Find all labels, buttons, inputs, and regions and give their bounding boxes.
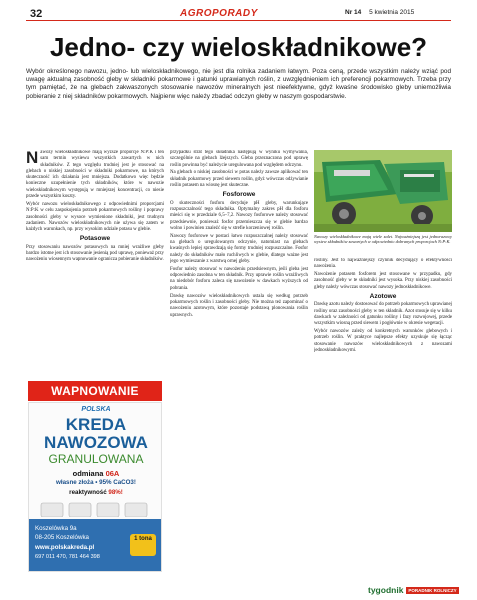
ad-promo-label: reaktywność: [69, 489, 107, 496]
paragraph: Nawożenie potasem fosforem jest stosowane w przypadku, gdy zasobność gleby w te składniki jest wysoka. Przy niskiej zasobności gleby należy wówczas stosować nawozy jednoskładnikowe.: [314, 272, 452, 290]
photo-caption: Nawozy wieloskładnikowe mają wiele zalet. Najważniejszą jest jednorazowy wysiew składników zawartych w odpowiednio dobranych proporcjach N:P:K.: [314, 234, 452, 245]
subheading-nitrogen: Azotowe: [369, 293, 397, 301]
paragraph: Nawozy fosforowe w postaci łatwo rozpuszczalnej należy stosować na glebach o uregulowanym odczynie, natomiast na glebach kwaśnych lepiej sprawdzają się formy trudniej rozpuszczalne. Fosfor należy do składników mało ruchliwych w glebie, dlatego ważne jest jego wymieszanie z warstwą ornej gleby.: [170, 233, 308, 264]
drop-cap: N: [26, 150, 39, 167]
ad-address-line-1: Koszelówka 9a: [35, 525, 77, 532]
paragraph: Nawozy wieloskładnikowe mają wyższe proporcje N:P:K i ten sam termin wysiewu wszystkich zawartych w nich składników. Z tego względu trudniej jest je stosować na glebach o niskiej zasobności w składniki pokarmowe, na których skuteczność ich działania jest mniejsza. Dodatkowo więc będzie konieczne uzupełnienie tych składników, które w nawozie wieloskładnikowym występują w mniejszej koncentracji, co niesie przede wszystkim koszty.: [26, 150, 164, 200]
page-number: 32: [30, 8, 43, 20]
paragraph: Przy stosowaniu nawozów potasowych na mniej wrażliwe gleby bardzo istotne jest ich stosowanie jesienią pod uprawę, ponieważ przy nawożeniu wiosennym wapnowanie ogranicza pobieranie składników.: [26, 244, 164, 263]
ad-product-line-1: KREDA: [65, 415, 127, 434]
ad-contact-panel: [29, 519, 162, 572]
paragraph: przypadku strat tego składnika następują w wyniku wymywania, szczególnie na glebach lżejszych. Gleba przeznaczona pod uprawę roślin powinna być należycie uregulowana pod względem odczynu.: [170, 150, 308, 168]
ad-phone-numbers: 697 011 470, 781 464 398: [35, 554, 100, 560]
footer-logo: [368, 585, 459, 595]
fertilizer-spreader-image: [314, 150, 452, 232]
ad-variant-value: 06A: [105, 469, 120, 478]
paragraph: Dawkę azotu należy dostosować do potrzeb pokarmowych uprawianej rośliny oraz zasobności gleby w ten składnik. Azot stosuje się w kilku dawkach w zależności od gatunku rośliny i fazy rozwojowej, przede wszystkim wiosną przed siewem i pogłównie w okresie wegetacji.: [314, 302, 452, 327]
paragraph: Na glebach o niskiej zasobności w potas należy zawsze aplikować ten składnik pokarmowy przed siewem roślin, gdyż wówczas odżywianie roślin potasem na wiosnę jest skuteczne.: [170, 170, 308, 189]
issue-date: 5 kwietnia 2015: [369, 9, 415, 16]
article-lead: Wybór określonego nawozu, jedno- lub wieloskładnikowego, nie jest dla rolnika zadaniem łatwym. Poza ceną, przede wszystkim należy wziąć pod uwagę aktualną zasobność gleby w składniki pokarmowe i gatunki uprawianych roślin, z uwzględnieniem ich preferencji pokarmowych. Trzeba przy tym pamiętać, że na glebach zakwaszonych stosowanie nawozów mineralnych jest nieefektywne, gdyż kwaśne środowisko gleby uniemożliwia pobieranie z niej składników pokarmowych. Najpierw więc należy zbadać odczyn gleby w naszym gospodarstwie.: [26, 68, 451, 100]
ad-properties: własne złoża • 95% CaCO3!: [56, 479, 136, 486]
article-column-3: [314, 258, 452, 582]
ad-product-line-3: GRANULOWANA: [48, 452, 144, 466]
page-header: [0, 0, 477, 24]
issue-number: Nr 14: [345, 9, 362, 16]
ad-address-line-2: 08-205 Koszelówka: [35, 534, 90, 541]
header-divider: [26, 20, 451, 21]
advertisement-chalk-fertilizer[interactable]: [28, 402, 162, 572]
article-photo-fertilizer-spreader: [314, 150, 452, 232]
subheading-potassium: Potasowe: [79, 235, 111, 243]
paragraph: Wybór nawozów zależy od konkretnych warunków glebowych i potrzeb roślin. W praktyce najlepsze efekty uzyskuje się łącząc stosowanie nawozów wieloskładnikowych z nawozami jednoskładnikowymi.: [314, 329, 452, 354]
article-column-1: [26, 150, 164, 373]
footer-logo-badge: PORADNIK ROLNICZY: [408, 588, 457, 594]
fertilizer-bags-icon: [37, 501, 155, 517]
article-title: Jedno- czy wieloskładnikowe?: [49, 32, 428, 62]
ad-variant-label: odmiana: [72, 469, 104, 478]
issue-info: [345, 9, 414, 16]
paragraph: Wybór nawozu wieloskładnikowego z odpowiednimi proporcjami N:P:K w celu zaspokojenia potrzeb pokarmowych rośliny i poprawy zasobności gleby w wysoce wymienione składniki, jest trudnym zadaniem. Nawozów wieloskładnikowych nie używa się zatem w każdych warunkach, np. przy wysokim udziale potasu w glebie.: [26, 201, 164, 233]
ad-bag-badge: 1 tona: [130, 534, 156, 556]
paragraph: Fosfor należy stosować w nawożeniu przedsiewnym, jeśli gleba jest odpowiednio zasobna w ten składnik. Przy uprawie roślin wrażliwych na niedobór fosforu zaleca się nawożenie w dawkach wyższych od pobrania.: [170, 266, 308, 291]
ad-variant: [29, 469, 162, 478]
ad-brand: POLSKA: [81, 406, 111, 413]
footer-logo-text: tygodnik: [368, 585, 404, 595]
paragraph: Dawkę nawozów wieloskładnikowych ustala się według potrzeb pokarmowych roślin i zasobności gleby. Nie można też zapominać o nawożeniu azotowym, które pozostaje podstawą plonowania roślin uprawnych.: [170, 293, 308, 318]
advertisement-banner: WAPNOWANIE: [28, 381, 162, 401]
ad-product-line-2: NAWOZOWA: [44, 433, 148, 452]
article-column-2: [170, 150, 308, 580]
section-title: AGROPORADY: [180, 8, 258, 19]
subheading-phosphorus: Fosforowe: [222, 191, 256, 199]
ad-website-link[interactable]: www.polskakreda.pl: [35, 544, 95, 551]
ad-promo: [29, 489, 162, 496]
paragraph: O skuteczności fosforu decyduje pH gleby, warunkujące rozpuszczalność tego składnika. Optymalny zakres pH dla fosforu mieści się w przedziale 6,5–7,2. Nawozy fosforowe należy stosować przedsiewnie, ponieważ fosfor przemieszcza się w glebie bardzo wolno i powinien znaleźć się w strefie korzeniowej roślin.: [170, 200, 308, 231]
paragraph: rośliny. Jest to najważniejszy czynnik decydujący o efektywności nawożenia.: [314, 258, 452, 270]
ad-promo-value: 98%!: [108, 489, 123, 496]
